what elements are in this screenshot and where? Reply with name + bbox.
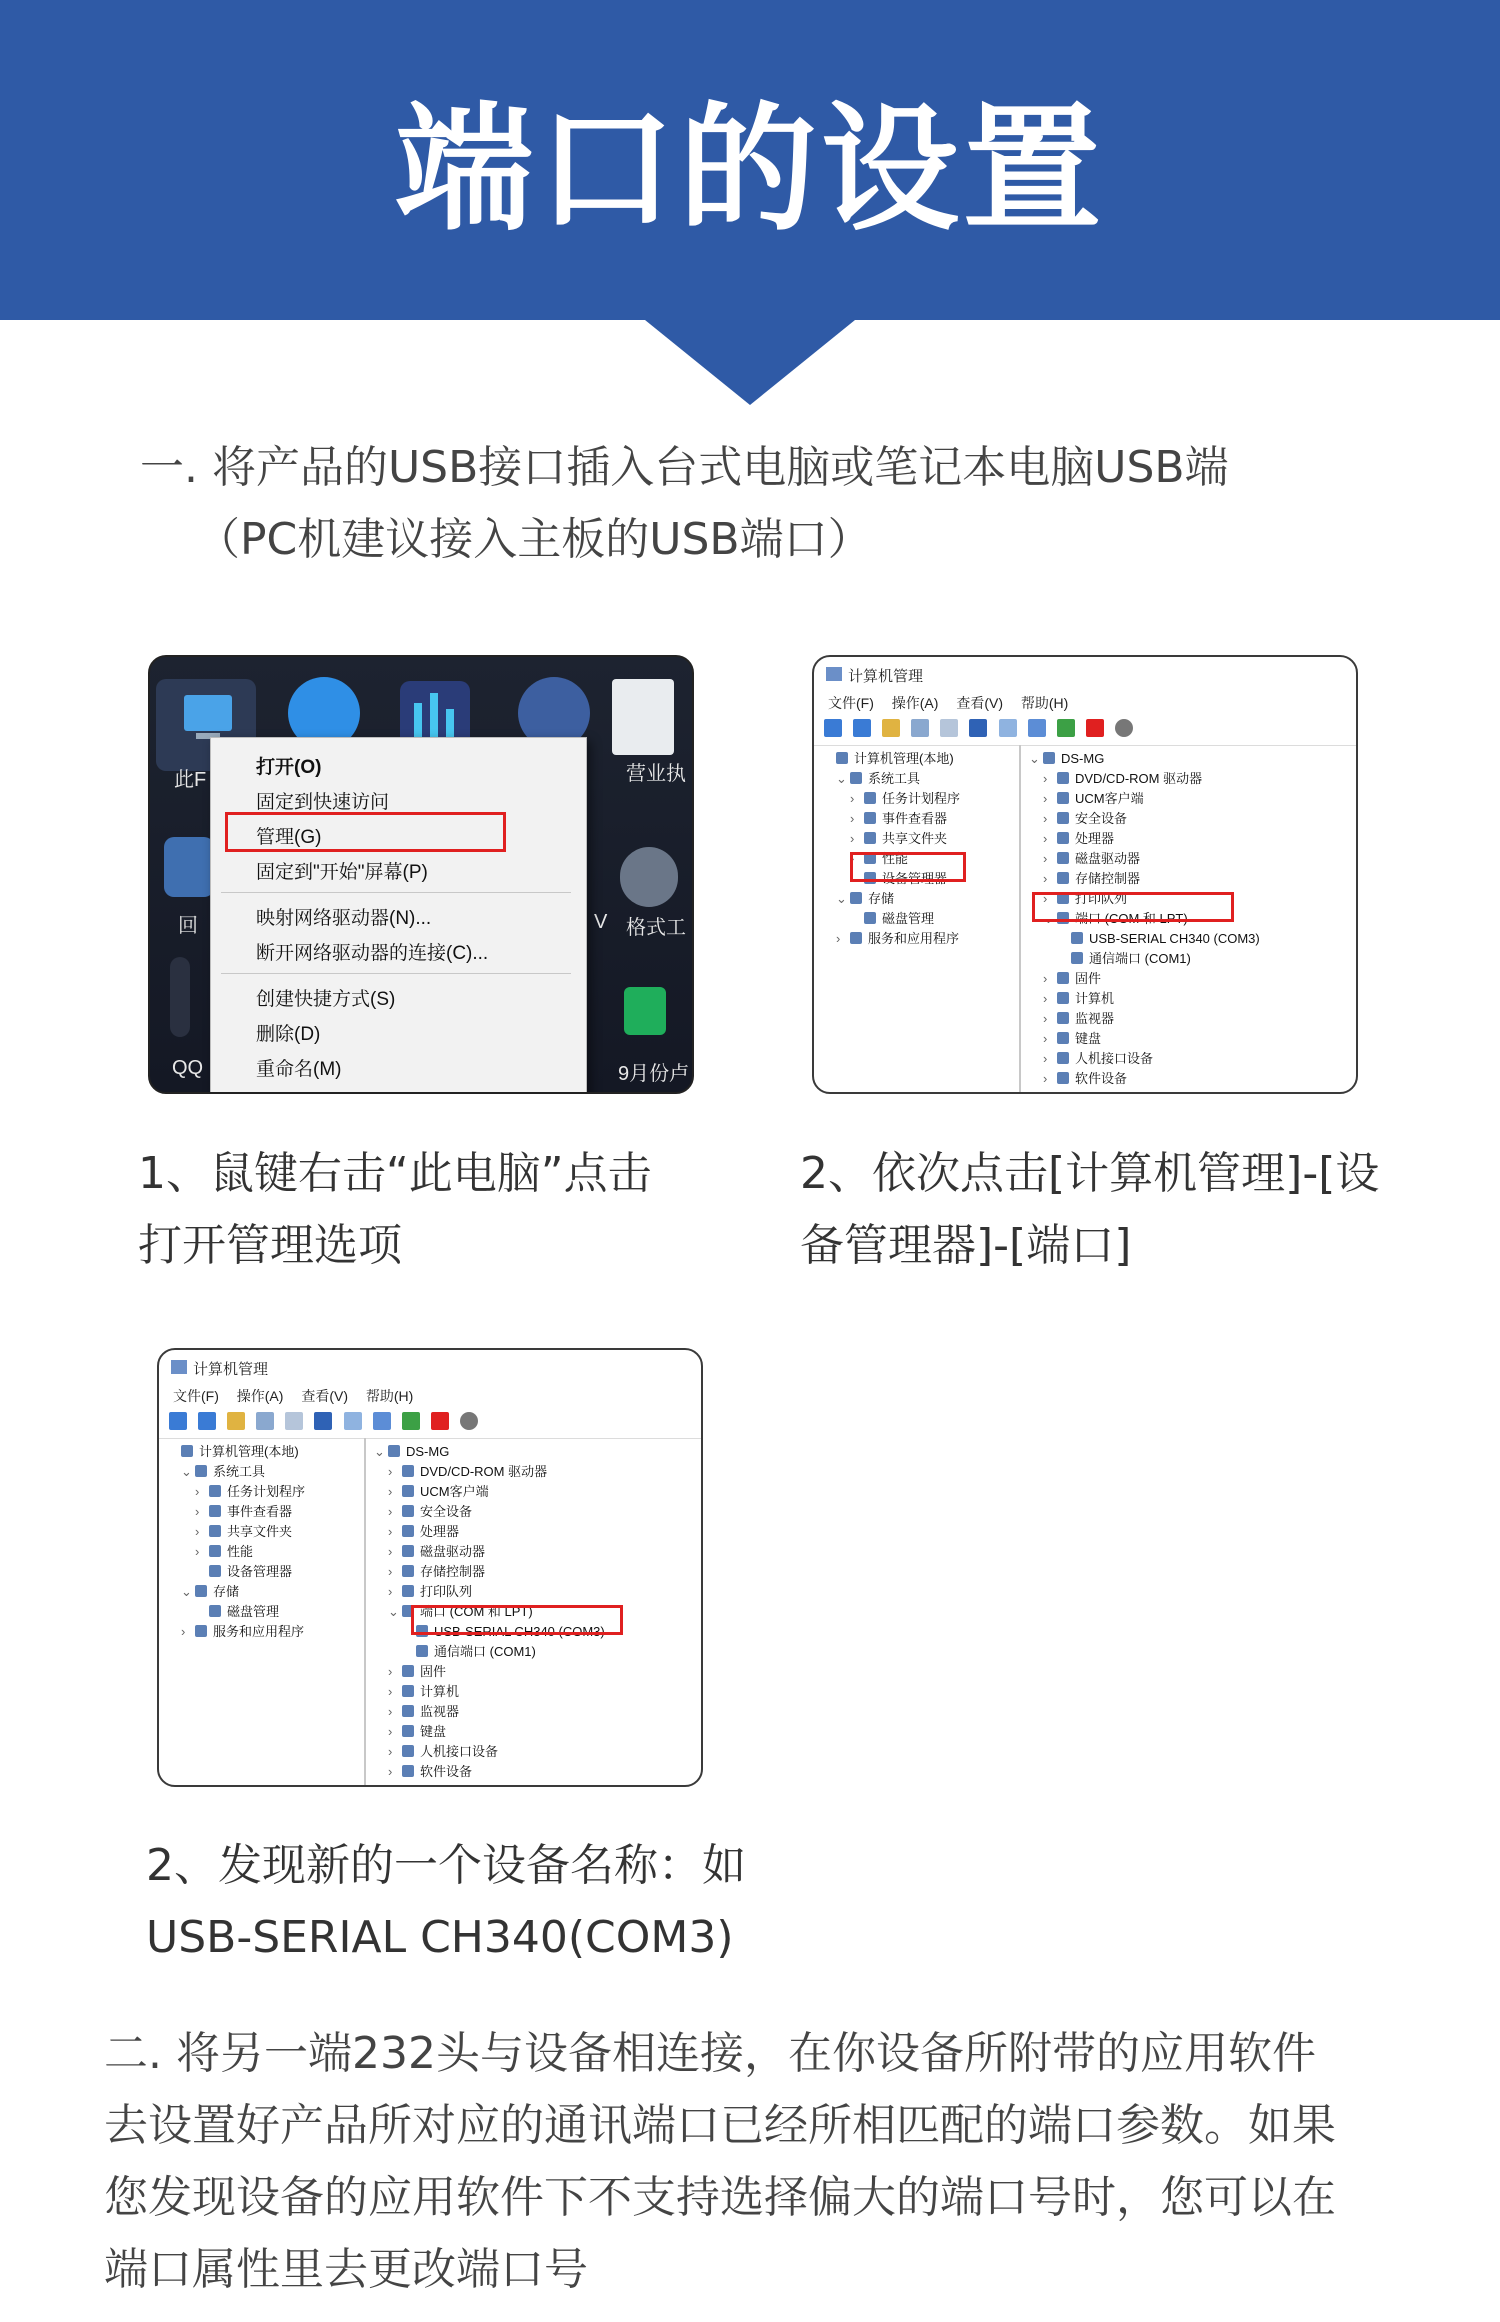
tree-item[interactable] (374, 1482, 605, 1502)
caption-3-line2: USB-SERIAL CH340(COM3) (146, 1912, 734, 1963)
tree-node-icon (1057, 1052, 1069, 1064)
computer-management-screenshot-1 (812, 655, 1358, 1094)
tree-item-label: USB-SERIAL CH340 (COM3) (434, 1624, 605, 1639)
tree-node-icon (1057, 1012, 1069, 1024)
tree-node-icon (850, 892, 862, 904)
tree-node-icon (195, 1585, 207, 1597)
tree-item-label: DS-MG (406, 1444, 450, 1459)
tree-item-label: 安全设备 (420, 1504, 473, 1519)
chevron-down-icon[interactable]: ⌄ (1043, 911, 1054, 926)
tree-item[interactable] (374, 1662, 605, 1682)
show-tree-icon[interactable] (911, 719, 929, 737)
pane-splitter[interactable] (1019, 745, 1021, 1092)
tree-item[interactable] (167, 1602, 305, 1622)
tree-item-label: DVD/CD-ROM 驱动器 (1075, 771, 1203, 786)
tree-item-label: DS-MG (1061, 751, 1105, 766)
window-menubar[interactable]: 文件(F) 操作(A) 查看(V) 帮助(H) (173, 1388, 414, 1404)
caption-2-line2: 备管理器]-[端口] (800, 1220, 1132, 1271)
tree-item[interactable] (374, 1442, 605, 1462)
tree-node-icon (402, 1485, 414, 1497)
tree-item-label: 键盘 (420, 1724, 447, 1739)
chevron-right-icon[interactable]: › (1043, 811, 1048, 826)
toolbar-divider (159, 1438, 701, 1439)
tree-item-label: 软件设备 (1075, 1071, 1128, 1086)
tree-item[interactable] (167, 1462, 305, 1482)
tree-item-label: 安全设备 (1075, 811, 1128, 826)
folder-up-icon[interactable] (227, 1412, 245, 1430)
desktop-label-v: V (594, 911, 608, 933)
highlight-ch340-box (411, 1605, 623, 1635)
tree-item-label: 计算机管理(本地) (199, 1444, 299, 1459)
tree-item[interactable] (822, 929, 960, 949)
tree-item[interactable] (374, 1762, 605, 1782)
help-icon[interactable] (969, 719, 987, 737)
update-driver-icon[interactable] (402, 1412, 420, 1430)
tree-item[interactable] (822, 909, 960, 929)
menu-item-rename[interactable]: 重命名(M) (256, 1059, 342, 1080)
tree-item-label: 处理器 (420, 1524, 460, 1539)
tree-item[interactable] (167, 1582, 305, 1602)
chevron-down-icon[interactable]: ⌄ (836, 891, 847, 906)
chevron-right-icon[interactable]: › (1043, 851, 1048, 866)
chevron-down-icon[interactable]: ⌄ (1029, 751, 1040, 766)
chevron-right-icon[interactable]: › (850, 851, 855, 866)
download-icon[interactable] (460, 1412, 478, 1430)
tree-item-label: 人机接口设备 (1075, 1051, 1154, 1066)
chevron-right-icon[interactable]: › (195, 1504, 200, 1519)
tree-item[interactable] (374, 1522, 605, 1542)
update-driver-icon[interactable] (1057, 719, 1075, 737)
recycle-bin-label: 回 (178, 915, 198, 937)
qq-label: QQ (172, 1057, 204, 1079)
recycle-bin-icon (164, 837, 214, 897)
tree-node-icon (402, 1665, 414, 1677)
chevron-right-icon[interactable]: › (1043, 1051, 1048, 1066)
computer-management-icon (826, 667, 842, 681)
tree-item[interactable] (374, 1562, 605, 1582)
caption-1-line1: 1、鼠键右击“此电脑”点击 (138, 1148, 652, 1199)
business-license-label: 营业执 (626, 763, 686, 785)
tree-node-icon (1057, 832, 1069, 844)
tree-node-icon (402, 1585, 414, 1597)
tree-node-icon (195, 1625, 207, 1637)
tree-item[interactable] (1029, 809, 1260, 829)
chevron-right-icon[interactable]: › (850, 791, 855, 806)
tree-item[interactable] (167, 1562, 305, 1582)
chevron-right-icon[interactable]: › (388, 1564, 393, 1579)
menu-divider (221, 892, 571, 893)
tree-node-icon (1057, 1072, 1069, 1084)
tree-node-icon (209, 1565, 221, 1577)
menu-item-pin-quick-access[interactable]: 固定到快速访问 (256, 792, 390, 813)
show-tree-icon[interactable] (256, 1412, 274, 1430)
tree-node-icon (402, 1745, 414, 1757)
tree-item[interactable] (1029, 749, 1260, 769)
back-arrow-icon[interactable] (824, 719, 842, 737)
monitor-icon[interactable] (373, 1412, 391, 1430)
chevron-right-icon[interactable]: › (195, 1484, 200, 1499)
tree-item[interactable] (374, 1642, 605, 1662)
chevron-down-icon[interactable]: ⌄ (836, 771, 847, 786)
tree-item[interactable] (1029, 1069, 1260, 1089)
tree-item-label: 事件查看器 (227, 1504, 293, 1519)
step2-line3: 您发现设备的应用软件下不支持选择偏大的端口号时，您可以在 (104, 2172, 1336, 2223)
chevron-down-icon[interactable]: ⌄ (374, 1444, 385, 1459)
tree-item[interactable] (1029, 789, 1260, 809)
tree-item-label: 系统工具 (213, 1464, 266, 1479)
window-toolbar (169, 1410, 484, 1436)
tree-item[interactable] (167, 1622, 305, 1642)
tree-item[interactable] (1029, 989, 1260, 1009)
tree-node-icon (1057, 872, 1069, 884)
tree-node-icon (1071, 932, 1083, 944)
tree-item[interactable] (1029, 1029, 1260, 1049)
forward-arrow-icon[interactable] (198, 1412, 216, 1430)
chevron-right-icon[interactable]: › (388, 1544, 393, 1559)
highlight-manage-box (225, 812, 506, 852)
tree-item-label: 存储控制器 (1075, 871, 1141, 886)
tree-node-icon (1057, 772, 1069, 784)
tree-item-label: UCM客户端 (420, 1484, 489, 1499)
tree-item-label: 磁盘管理 (227, 1604, 280, 1619)
toolbar-divider (814, 745, 1356, 746)
tree-item-label: 磁盘管理 (882, 911, 935, 926)
tree-item-label: USB-SERIAL CH340 (COM3) (1089, 931, 1260, 946)
tree-node-icon (209, 1605, 221, 1617)
tree-node-icon (1043, 752, 1055, 764)
qq-icon (170, 957, 190, 1037)
tree-item[interactable] (167, 1482, 305, 1502)
context-menu (210, 737, 587, 1094)
step2-line2: 去设置好产品所对应的通讯端口已经所相匹配的端口参数。如果 (104, 2100, 1336, 2151)
window-menubar[interactable]: 文件(F) 操作(A) 查看(V) 帮助(H) (828, 695, 1069, 711)
tree-node-icon (402, 1705, 414, 1717)
tree-item-label: 服务和应用程序 (868, 931, 960, 946)
tree-item[interactable] (167, 1542, 305, 1562)
chevron-right-icon[interactable]: › (388, 1744, 393, 1759)
tree-item-label: 端口 (COM 和 LPT) (420, 1604, 533, 1619)
page-title: 端口的设置 (394, 89, 1105, 250)
view-icon[interactable] (344, 1412, 362, 1430)
tree-item[interactable] (1029, 849, 1260, 869)
tree-item-label: 计算机 (420, 1684, 460, 1699)
tree-item-label: DVD/CD-ROM 驱动器 (420, 1464, 548, 1479)
tree-node-icon (402, 1565, 414, 1577)
chevron-right-icon[interactable]: › (1043, 891, 1048, 906)
tree-item[interactable] (1029, 969, 1260, 989)
tree-item[interactable] (822, 789, 960, 809)
tree-node-icon (209, 1545, 221, 1557)
tree-node-icon (850, 772, 862, 784)
folder-up-icon[interactable] (882, 719, 900, 737)
tree-node-icon (402, 1725, 414, 1737)
highlight-device-manager-box (850, 852, 966, 882)
tree-item[interactable] (1029, 769, 1260, 789)
tree-item[interactable] (374, 1502, 605, 1522)
tree-node-icon (1057, 792, 1069, 804)
chevron-right-icon[interactable]: › (1043, 1011, 1048, 1026)
tree-item[interactable] (822, 889, 960, 909)
chevron-right-icon[interactable]: › (1043, 871, 1048, 886)
tree-node-icon (402, 1685, 414, 1697)
tree-node-icon (181, 1445, 193, 1457)
chevron-down-icon[interactable]: ⌄ (181, 1584, 192, 1599)
tree-item-label: 磁盘驱动器 (1075, 851, 1141, 866)
tree-node-icon (1071, 952, 1083, 964)
back-arrow-icon[interactable] (169, 1412, 187, 1430)
tree-item[interactable] (1029, 829, 1260, 849)
computer-management-icon (171, 1360, 187, 1374)
tree-node-icon (402, 1505, 414, 1517)
view-icon[interactable] (999, 719, 1017, 737)
chevron-right-icon[interactable]: › (388, 1504, 393, 1519)
tree-item[interactable] (374, 1462, 605, 1482)
close-icon[interactable] (1086, 719, 1104, 737)
chevron-right-icon[interactable]: › (1043, 971, 1048, 986)
tree-node-icon (864, 792, 876, 804)
tree-item-label: 固件 (1075, 971, 1102, 986)
tree-item[interactable] (1029, 949, 1260, 969)
menu-item-disconnect-drive[interactable]: 断开网络驱动器的连接(C)... (256, 943, 489, 964)
step1-line1: 一. 将产品的USB接口插入台式电脑或笔记本电脑USB端 (140, 442, 1229, 493)
tree-node-icon (1057, 972, 1069, 984)
chevron-right-icon[interactable]: › (1043, 791, 1048, 806)
tree-item-label: 存储 (868, 891, 895, 906)
pane-splitter[interactable] (364, 1438, 366, 1785)
tree-item-label: 人机接口设备 (420, 1744, 499, 1759)
tree-node-icon (209, 1505, 221, 1517)
step2-line4: 端口属性里去更改端口号 (104, 2244, 588, 2295)
tree-item-label: 处理器 (1075, 831, 1115, 846)
tree-item-label: 计算机 (1075, 991, 1115, 1006)
tree-item[interactable] (374, 1722, 605, 1742)
tree-item[interactable] (167, 1502, 305, 1522)
menu-item-open[interactable]: 打开(O) (256, 757, 322, 778)
close-icon[interactable] (431, 1412, 449, 1430)
september-file-label: 9月份卢 (618, 1063, 690, 1085)
chevron-right-icon[interactable]: › (388, 1764, 393, 1779)
left-navigation-tree (167, 1442, 305, 1642)
chevron-right-icon[interactable]: › (850, 811, 855, 826)
document-file-icon (612, 679, 674, 755)
chevron-down-icon[interactable]: ⌄ (181, 1464, 192, 1479)
tree-item[interactable] (374, 1542, 605, 1562)
download-icon[interactable] (1115, 719, 1133, 737)
chevron-right-icon[interactable]: › (388, 1584, 393, 1599)
tree-item-label: 设备管理器 (882, 871, 948, 886)
tree-item[interactable] (822, 769, 960, 789)
caption-2-line1: 2、依次点击[计算机管理]-[设 (800, 1148, 1380, 1199)
tree-node-icon (402, 1765, 414, 1777)
chevron-right-icon[interactable]: › (195, 1544, 200, 1559)
chevron-right-icon[interactable]: › (181, 1624, 186, 1639)
tree-item[interactable] (374, 1582, 605, 1602)
tree-item-label: 通信端口 (COM1) (434, 1644, 536, 1659)
this-pc-label: 此F (174, 769, 207, 791)
tree-node-icon (402, 1465, 414, 1477)
tree-node-icon (864, 812, 876, 824)
menu-item-delete[interactable]: 删除(D) (256, 1024, 321, 1045)
tree-node-icon (402, 1545, 414, 1557)
tree-node-icon (1057, 852, 1069, 864)
tree-item-label: 性能 (882, 851, 909, 866)
tree-node-icon (209, 1485, 221, 1497)
window-toolbar (824, 717, 1139, 743)
tree-item-label: 存储控制器 (420, 1564, 486, 1579)
tree-item[interactable] (822, 829, 960, 849)
tree-item-label: 设备管理器 (227, 1564, 293, 1579)
tree-item-label: 监视器 (420, 1704, 460, 1719)
menu-divider (221, 973, 571, 974)
tree-item-label: 存储 (213, 1584, 240, 1599)
tree-item-label: 键盘 (1075, 1031, 1102, 1046)
menu-item-map-drive[interactable]: 映射网络驱动器(N)... (256, 908, 432, 929)
tree-item[interactable] (374, 1702, 605, 1722)
spreadsheet-icon (624, 987, 666, 1035)
format-tool-label: 格式工 (626, 917, 686, 939)
forward-arrow-icon[interactable] (853, 719, 871, 737)
tree-node-icon (864, 832, 876, 844)
tree-item-label: 共享文件夹 (882, 831, 948, 846)
tree-item-label: 打印队列 (420, 1584, 473, 1599)
chevron-right-icon[interactable]: › (850, 831, 855, 846)
tree-node-icon (195, 1465, 207, 1477)
chevron-right-icon[interactable]: › (388, 1724, 393, 1739)
caption-1-line2: 打开管理选项 (138, 1220, 402, 1271)
tree-item[interactable] (167, 1522, 305, 1542)
tree-item-label: 共享文件夹 (227, 1524, 293, 1539)
chevron-right-icon[interactable]: › (1043, 831, 1048, 846)
left-navigation-tree (822, 749, 960, 949)
tree-node-icon (836, 752, 848, 764)
tree-item[interactable] (1029, 1049, 1260, 1069)
tree-item-label: 打印队列 (1075, 891, 1128, 906)
computer-management-screenshot-2 (157, 1348, 703, 1787)
tree-node-icon (1057, 1032, 1069, 1044)
format-tool-icon (620, 847, 678, 907)
tree-item-label: 事件查看器 (882, 811, 948, 826)
properties-icon[interactable] (940, 719, 958, 737)
tree-item-label: 任务计划程序 (882, 791, 961, 806)
tree-node-icon (209, 1525, 221, 1537)
tree-item-label: 通信端口 (COM1) (1089, 951, 1191, 966)
tree-node-icon (1057, 812, 1069, 824)
step1-line2: （PC机建议接入主板的USB端口） (196, 514, 872, 565)
step2-line1: 二. 将另一端232头与设备相连接，在你设备所附带的应用软件 (104, 2028, 1316, 2079)
tree-item-label: 端口 (COM 和 LPT) (1075, 911, 1188, 926)
tree-item-label: 监视器 (1075, 1011, 1115, 1026)
tree-item[interactable] (167, 1442, 305, 1462)
tree-node-icon (416, 1645, 428, 1657)
tree-item[interactable] (1029, 869, 1260, 889)
chevron-right-icon[interactable]: › (1043, 1071, 1048, 1086)
chevron-right-icon[interactable]: › (388, 1524, 393, 1539)
chevron-right-icon[interactable]: › (388, 1484, 393, 1499)
tree-node-icon (850, 932, 862, 944)
chevron-right-icon[interactable]: › (388, 1684, 393, 1699)
help-icon[interactable] (314, 1412, 332, 1430)
desktop-screenshot (148, 655, 694, 1094)
tree-item[interactable] (1029, 1009, 1260, 1029)
chevron-right-icon[interactable]: › (1043, 1031, 1048, 1046)
chevron-right-icon[interactable]: › (1043, 771, 1048, 786)
tree-item-label: 计算机管理(本地) (854, 751, 954, 766)
chevron-right-icon[interactable]: › (388, 1464, 393, 1479)
tree-node-icon (1057, 992, 1069, 1004)
chevron-right-icon[interactable]: › (836, 931, 841, 946)
tree-item-label: 任务计划程序 (227, 1484, 306, 1499)
menu-item-create-shortcut[interactable]: 创建快捷方式(S) (256, 989, 396, 1010)
highlight-ports-box (1032, 892, 1234, 922)
tree-node-icon (402, 1525, 414, 1537)
tree-item-label: 固件 (420, 1664, 447, 1679)
header-arrow (645, 320, 855, 405)
tree-node-icon (388, 1445, 400, 1457)
tree-item-label: 磁盘驱动器 (420, 1544, 486, 1559)
menu-item-manage[interactable]: 管理(G) (256, 827, 322, 848)
chevron-right-icon[interactable]: › (1043, 991, 1048, 1006)
properties-icon[interactable] (285, 1412, 303, 1430)
window-title: 计算机管理 (193, 1361, 269, 1378)
tree-node-icon (864, 912, 876, 924)
tree-item-label: 性能 (227, 1544, 254, 1559)
menu-item-pin-start[interactable]: 固定到"开始"屏幕(P) (256, 862, 428, 883)
tree-item[interactable] (822, 749, 960, 769)
tree-item-label: UCM客户端 (1075, 791, 1144, 806)
caption-3-line1: 2、发现新的一个设备名称：如 (146, 1840, 746, 1891)
chevron-right-icon[interactable]: › (195, 1524, 200, 1539)
tree-item-label: 系统工具 (868, 771, 921, 786)
tree-item[interactable] (374, 1742, 605, 1762)
tree-item-label: 服务和应用程序 (213, 1624, 305, 1639)
tree-item[interactable] (374, 1682, 605, 1702)
chevron-right-icon[interactable]: › (388, 1704, 393, 1719)
chevron-right-icon[interactable]: › (388, 1664, 393, 1679)
tree-item[interactable] (822, 809, 960, 829)
tree-item-label: 软件设备 (420, 1764, 473, 1779)
monitor-icon[interactable] (1028, 719, 1046, 737)
tree-item[interactable] (1029, 929, 1260, 949)
chevron-down-icon[interactable]: ⌄ (388, 1604, 399, 1619)
window-title: 计算机管理 (848, 668, 924, 685)
